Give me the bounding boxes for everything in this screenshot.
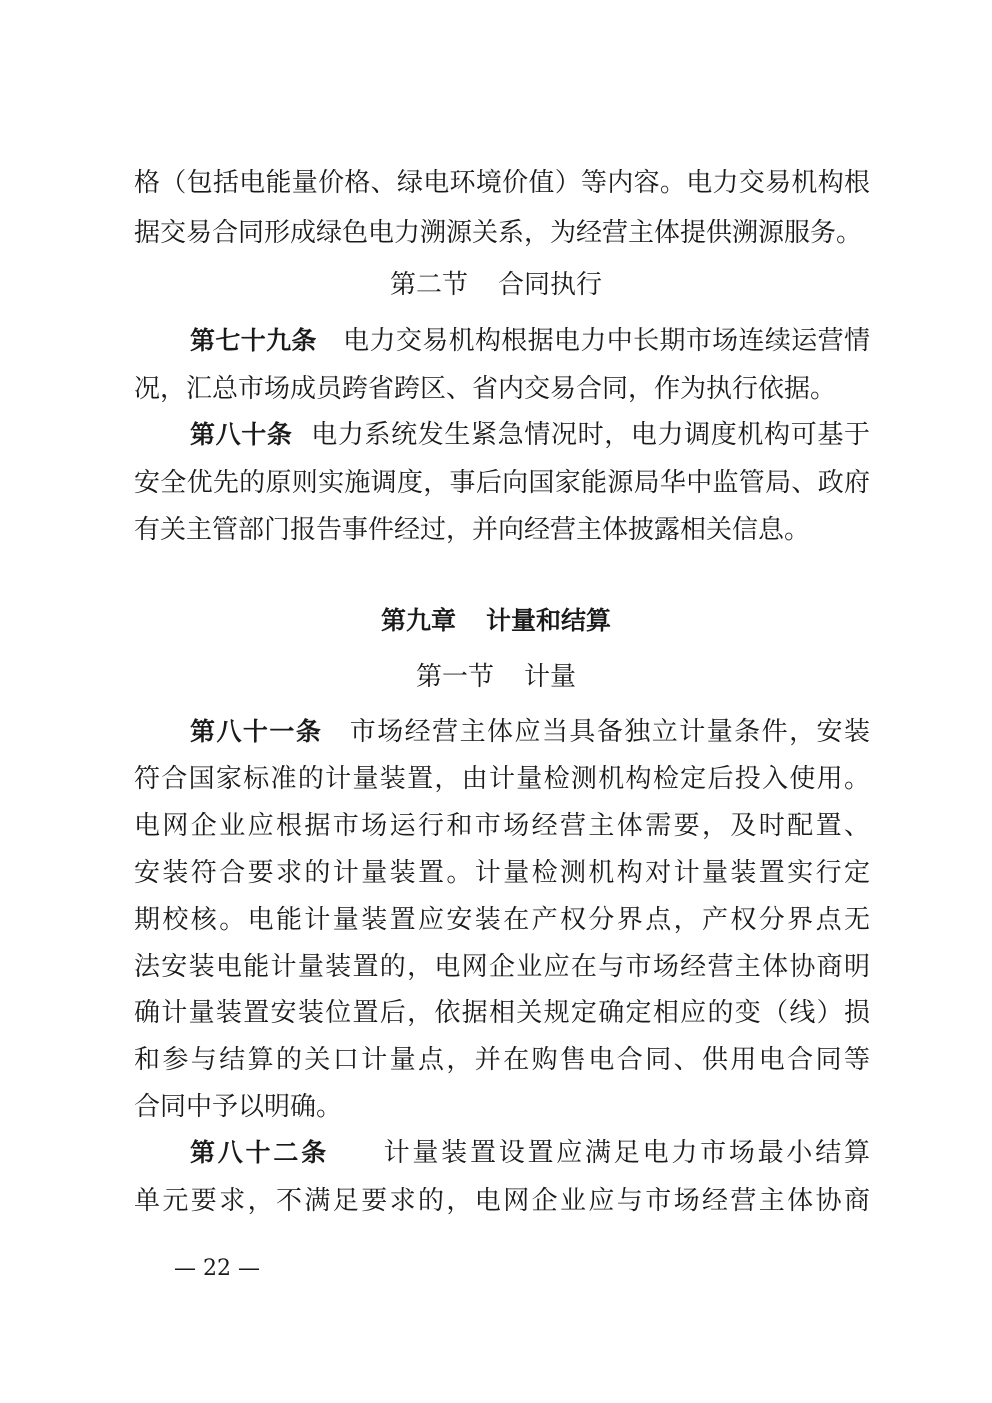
article-79-first-line	[190, 324, 870, 358]
paragraph-line: 确计量装置安装位置后，依据相关规定确定相应的变（线）损	[134, 998, 870, 1028]
paragraph-line: 法安装电能计量装置的，电网企业应在与市场经营主体协商明	[134, 952, 870, 982]
paragraph-line: 合同中予以明确。	[134, 1092, 343, 1122]
page-number: — 22 —	[174, 1256, 260, 1281]
section-heading	[0, 660, 992, 694]
article-text: 电力交易机构根据电力中长期市场连续运营情	[342, 326, 870, 356]
paragraph-line: 电网企业应根据市场运行和市场经营主体需要，及时配置、	[134, 811, 870, 841]
paragraph-line: 况，汇总市场成员跨省跨区、省内交易合同，作为执行依据。	[134, 374, 837, 404]
paragraph-line: 和参与结算的关口计量点，并在购售电合同、供用电合同等	[134, 1045, 870, 1075]
paragraph-line: 有关主管部门报告事件经过，并向经营主体披露相关信息。	[134, 515, 811, 545]
paragraph-line: 期校核。电能计量装置应安装在产权分界点，产权分界点无	[134, 905, 870, 935]
chapter-title: 计量和结算	[486, 606, 612, 635]
article-number: 第七十九条	[190, 326, 317, 355]
section-label: 第一节	[415, 662, 494, 692]
article-81-first-line	[190, 715, 870, 749]
paragraph-line: 格（包括电能量价格、绿电环境价值）等内容。电力交易机构根	[134, 168, 870, 198]
paragraph-line: 单元要求，不满足要求的，电网企业应与市场经营主体协商	[134, 1186, 870, 1216]
section-heading	[0, 268, 992, 302]
article-number: 第八十条	[190, 420, 293, 449]
paragraph-line: 据交易合同形成绿色电力溯源关系，为经营主体提供溯源服务。	[134, 218, 863, 248]
article-number: 第八十二条	[190, 1138, 329, 1167]
article-80-first-line	[190, 418, 870, 452]
article-text: 计量装置设置应满足电力市场最小结算	[380, 1138, 870, 1168]
paragraph-line: 安全优先的原则实施调度，事后向国家能源局华中监管局、政府	[134, 468, 870, 498]
article-number: 第八十一条	[190, 717, 323, 746]
section-title: 计量	[524, 662, 577, 692]
paragraph-line: 符合国家标准的计量装置，由计量检测机构检定后投入使用。	[134, 764, 870, 794]
article-text: 市场经营主体应当具备独立计量条件，安装	[348, 717, 870, 747]
paragraph-line: 安装符合要求的计量装置。计量检测机构对计量装置实行定	[134, 858, 870, 888]
chapter-label: 第九章	[380, 606, 456, 635]
article-text: 电力系统发生紧急情况时，电力调度机构可基于	[310, 420, 870, 450]
section-title: 合同执行	[498, 270, 603, 300]
article-82-first-line	[190, 1136, 870, 1170]
chapter-heading	[0, 604, 992, 638]
section-label: 第二节	[389, 270, 468, 300]
